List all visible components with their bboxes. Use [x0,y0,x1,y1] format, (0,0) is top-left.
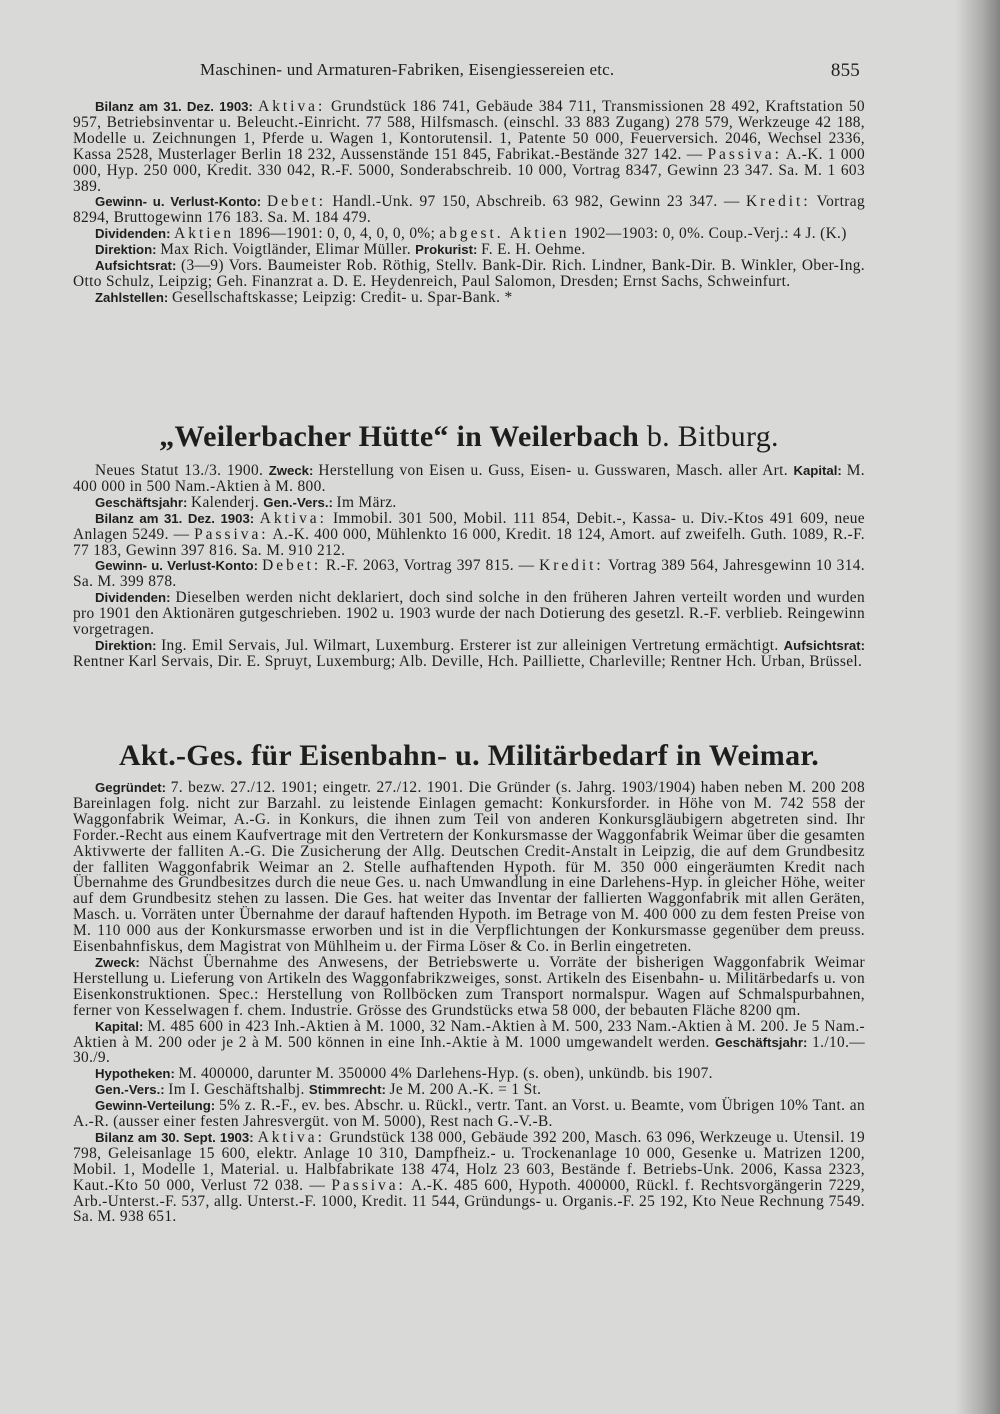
entry-text: M. 485 600 in 423 Inh.-Aktien à M. 1000, 32 Nam.-Aktien à M. 500, 233 Nam.-Aktien à M. 200. Je 5 Nam.-Aktien à M. 200 oder je 2 à M. 500 können in eine Inh.-Aktie à M. 1000 umgewandelt werden. [73,1017,865,1051]
entry-text: Im März. [336,493,397,511]
entry-label: Gewinn-Verteilung: [95,1098,220,1114]
section-heading: Akt.-Ges. für Eisenbahn- u. Militärbedarf in Weimar. [118,739,820,772]
section-akt-ges-weimar [73,739,865,1225]
entry-text: A.-K. 485 600, Hypoth. 400000, Rückl. f. Rechtsvorgängerin 7229, Arb.-Unterst.-F. 537, allg. Unterst.-F. 1000, Kredit. 11 544, Gründungs- u. Organis.-F. 25 192, Kto Neue Rechnung 7549. Sa. M. 938 651. [73,1176,865,1226]
entry-label: Direktion: [95,242,161,258]
heading-suffix: b. Bitburg. [639,420,779,453]
entry-text: Ing. Emil Servais, Jul. Wilmart, Luxemburg. Ersterer ist zur alleinigen Vertretung ermächtigt. [161,636,784,654]
page-number: 855 [830,60,860,81]
entry-text: A.-K. 400 000, Mühlenkto 16 000, Kredit. 18 124, Amort. auf zweifelh. Guth. 1089, R.-F. 77 183, Gewinn 397 816. Sa. M. 910 212. [73,525,865,559]
entry-label: Gegründet: [95,780,171,795]
entry-text: M. 400 000 in 500 Nam.-Aktien à M. 800. [73,462,865,495]
entry-label: Bilanz am 31. Dez. 1903: [95,99,259,114]
entry-text: Nächst Übernahme des Anwesens, der Betriebswerte u. Vorräte der bisherigen Waggonfabrik Weimar Herstellung u. Lieferung von Artikeln des Waggonfabrikzweiges, sonst. Artikeln des Eisenbahn- u. Militärbedarfs u. von Eisenkonstruktionen. Spec.: Herstellung von Rollböcken zum Transport normalspur. Wagen auf Schmalspurbahnen, ferner von Kesselwagen f. chem. Industrie. Grösse des Grundstücks etwa 58 000, der bebauten Fläche 8200 qm. [73,953,865,1019]
paragraph [73,463,865,495]
paragraph [73,242,865,258]
entry-label: Bilanz am 31. Dez. 1903: [95,510,260,526]
paragraph [73,1066,865,1082]
entry-text: Im I. Geschäftshalbj. [168,1081,309,1099]
entry-label: Aufsichtsrat: [783,637,865,653]
entry-text: 1./10.—30./9. [73,1033,866,1067]
spaced-term: Aktiva: [257,1128,325,1146]
paragraph [73,495,865,511]
entry-text: Grundstück 186 741, Gebäude 384 711, Transmissionen 28 492, Kraftstation 50 957, Betriebsinventar u. Beleucht.-Einricht. 77 588, Hilfsmasch. (einschl. 33 883 Zugang) 278 579, Werkzeuge 42 188, Modelle u. Zeichnungen 1, Pferde u. Wagen 1, Kontorutensil. 1, Patente 50 000, Feuerversich. 2046, Wechsel 2336, Kassa 2528, Musterlager Berlin 18 232, Aussenstände 151 845, Fabrikat.-Bestände 327 142. — [73,98,865,163]
entry-label: Kapital: [95,1018,148,1034]
spaced-term: abgest. Aktien [439,225,570,243]
spaced-term: Passiva: [194,525,269,543]
entry-text: Je M. 200 A.-K. = 1 St. [389,1081,542,1099]
spaced-term: Kredit: [746,193,811,211]
entry-label: Hypotheken: [95,1066,179,1082]
section-continued-entry [73,99,865,306]
paragraph [73,258,865,290]
entry-text: M. 400000, darunter M. 350000 4% Darlehens-Hyp. (s. oben), unkündb. bis 1907. [178,1065,713,1083]
entry-text: Herstellung von Eisen u. Guss, Eisen- u. Gusswaren, Masch. aller Art. [318,462,794,479]
spaced-term: Passiva: [331,1176,406,1194]
entry-text: Immobil. 301 500, Mobil. 111 854, Debit.-, Kassa- u. Div.-Ktos 491 609, neue Anlagen 5249. — [73,509,865,543]
entry-label: Gewinn- u. Verlust-Konto: [95,558,263,574]
paragraph [73,638,865,670]
entry-text: Max Rich. Voigtländer, Elimar Müller. [160,241,416,259]
entry-label: Prokurist: [415,242,482,258]
running-head-title: Maschinen- und Armaturen-Fabriken, Eisengiessereien etc. [200,60,615,79]
paragraph [73,955,865,1019]
entry-label: Kapital: [793,463,847,478]
entry-text: Kalenderj. [191,493,264,511]
entry-text: Grundstück 138 000, Gebäude 392 200, Masch. 63 096, Werkzeuge u. Utensil. 19 798, Geleisanlage 15 600, elektr. Anlage 10 310, Dampfheiz.- u. Trockenanlage 10 000, Gesenke u. Matrizen 1200, Mobil. 1, Modelle 1, Material. u. Halbfabrikate 138 474, Holz 23 603, Bestände f. Betriebs-Unk. 2006, Kassa 2323, Kaut.-Kto 50 000, Verlust 72 038. — [73,1128,865,1194]
entry-text: Rentner Karl Servais, Dir. E. Spruyt, Luxemburg; Alb. Deville, Hch. Pailliette, Charleville; Rentner Hch. Urban, Brüssel. [73,652,863,670]
paragraph [73,590,865,638]
entry-label: Dividenden: [95,590,176,606]
entry-text: F. E. H. Oehme. [481,241,586,259]
entry-label: Zweck: [268,463,319,478]
entry-label: Zahlstellen: [95,289,172,305]
entry-text: Gesellschaftskasse; Leipzig: Credit- u. Spar-Bank. * [171,288,513,306]
entry-text: Neues Statut 13./3. 1900. [95,462,269,479]
entry-text: A.-K. 1 000 000, Hyp. 250 000, Kredit. 330 042, R.-F. 5000, Sonderabschreib. 10 000, Vortrag 8347, Gewinn 23 347. Sa. M. 1 603 389. [73,145,865,195]
entry-label: Gen.-Vers.: [95,1082,169,1098]
entry-text: Vortrag 8294, Bruttogewinn 176 183. Sa. M. 184 479. [73,193,865,227]
entry-text: 1902—1903: 0, 0%. Coup.-Verj.: 4 J. (K.) [569,225,847,243]
spaced-term: Debet: [262,557,322,575]
entry-label: Gen.-Vers.: [263,494,337,510]
entry-label: Geschäftsjahr: [95,494,192,510]
spaced-term: Debet: [266,193,326,211]
entry-text: Handl.-Unk. 97 150, Abschreib. 63 982, Gewinn 23 347. — [326,193,746,211]
paragraph [73,1019,865,1067]
scan-edge-shadow [955,0,1000,1414]
paragraph [73,780,865,955]
entry-text: Dieselben werden nicht deklariert, doch sind solche in den früheren Jahren verteilt worden und wurden pro 1901 den Aktionären gutgeschrieben. 1902 u. 1903 wurde der nach Dotierung des gesetzl. R.-F. verblieb. Reingewinn vorgetragen. [73,589,865,639]
entry-label: Geschäftsjahr: [715,1034,813,1050]
spaced-term: Passiva: [707,145,782,163]
paragraph [73,511,865,559]
entry-label: Direktion: [95,637,162,653]
entry-label: Gewinn- u. Verlust-Konto: [95,194,267,210]
paragraph [73,558,865,590]
section-heading [73,420,865,454]
entry-label: Zweck: [95,954,149,970]
entry-text: 5% z. R.-F., ev. bes. Abschr. u. Rückl., vertr. Tant. an Vorst. u. Beamte, vom Übrigen 10% Tant. an A.-R. (ausser einer festen Jahresvergüt. von M. 5000), Rest nach G.-V.-B. [73,1097,866,1131]
paragraph [73,226,865,242]
paragraph [73,290,865,306]
entry-text: Vortrag 389 564, Jahresgewinn 10 314. Sa. M. 399 878. [73,557,865,591]
entry-text: R.-F. 2063, Vortrag 397 815. — [321,557,540,575]
entry-text: (3—9) Vors. Baumeister Rob. Röthig, Stellv. Bank-Dir. Rich. Lindner, Bank-Dir. B. Winkler, Ober-Ing. Otto Schulz, Leipzig; Geh. Finanzrat a. D. E. Heydenreich, Paul Salomon, Dresden; Ernst Sachs, Schweinfurt. [73,257,865,290]
entry-label: Dividenden: [95,226,175,242]
spaced-term: Aktiva: [259,509,327,527]
spaced-term: Aktien [174,225,235,243]
paragraph [73,1130,865,1225]
paragraph [73,99,865,194]
entry-text: 1896—1901: 0, 0, 4, 0, 0, 0%; [234,225,440,243]
entry-label: Bilanz am 30. Sept. 1903: [95,1129,258,1145]
paragraph [73,194,865,226]
entry-label: Aufsichtsrat: [95,258,182,274]
paragraph [73,1098,865,1130]
entry-text: 7. bezw. 27./12. 1901; eingetr. 27./12. 1901. Die Gründer (s. Jahrg. 1903/1904) haben neben M. 200 208 Bareinlagen folg. nicht zur Barzahl. zu leistende Einlagen gemacht: Konkursforder. in Höhe von M. 742 558 der Waggonfabrik Weimar, A.-G. in Konkurs, die ihnen zum Teil von anderen Konkursgläubigern abgetreten sind. Ihr Forder.-Recht aus einem Kaufvertrage mit den Vertretern der Konkursmasse der Waggonfabrik Weimar über die gesamten Aktivwerte der falliten A.-G. Die Zusicherung der Allg. Deutschen Credit-Anstalt in Leipzig, die auf dem Grundbesitz der falliten Waggonfabrik Weimar an 2. Stelle aufhaftenden Hypoth. für M. 350 000 eingeräumten Kredit nach Übernahme des Grundbesitzes durch die neue Ges. u. nach Umwandlung in eine Darlehens-Hyp. in gleicher Höhe, weiter auf dem Grundbesitz stehen zu lassen. Die Ges. hat weiter das Inventar der fallierten Waggonfabrik mit allen Geräten, Masch. u. Vorräten unter Übernahme der darauf haftenden Hypoth. im Betrage von M. 400 000 zu dem festen Preise von M. 110 000 aus der Konkursmasse erworben und ist in die Verpflichtungen der Konkursmasse gegenüber dem preuss. Eisenbahnfiskus, dem Magistrat von Mühlheim u. der Firma Löser & Co. in Berlin eingetreten. [73,779,865,956]
spaced-term: Kredit: [539,557,604,575]
paragraph [73,1082,865,1098]
section-weilerbacher-huette [73,420,865,670]
spaced-term: Aktiva: [258,98,326,115]
entry-label: Stimmrecht: [308,1082,390,1098]
heading-main: „Weilerbacher Hütte“ in Weilerbach [159,420,640,453]
